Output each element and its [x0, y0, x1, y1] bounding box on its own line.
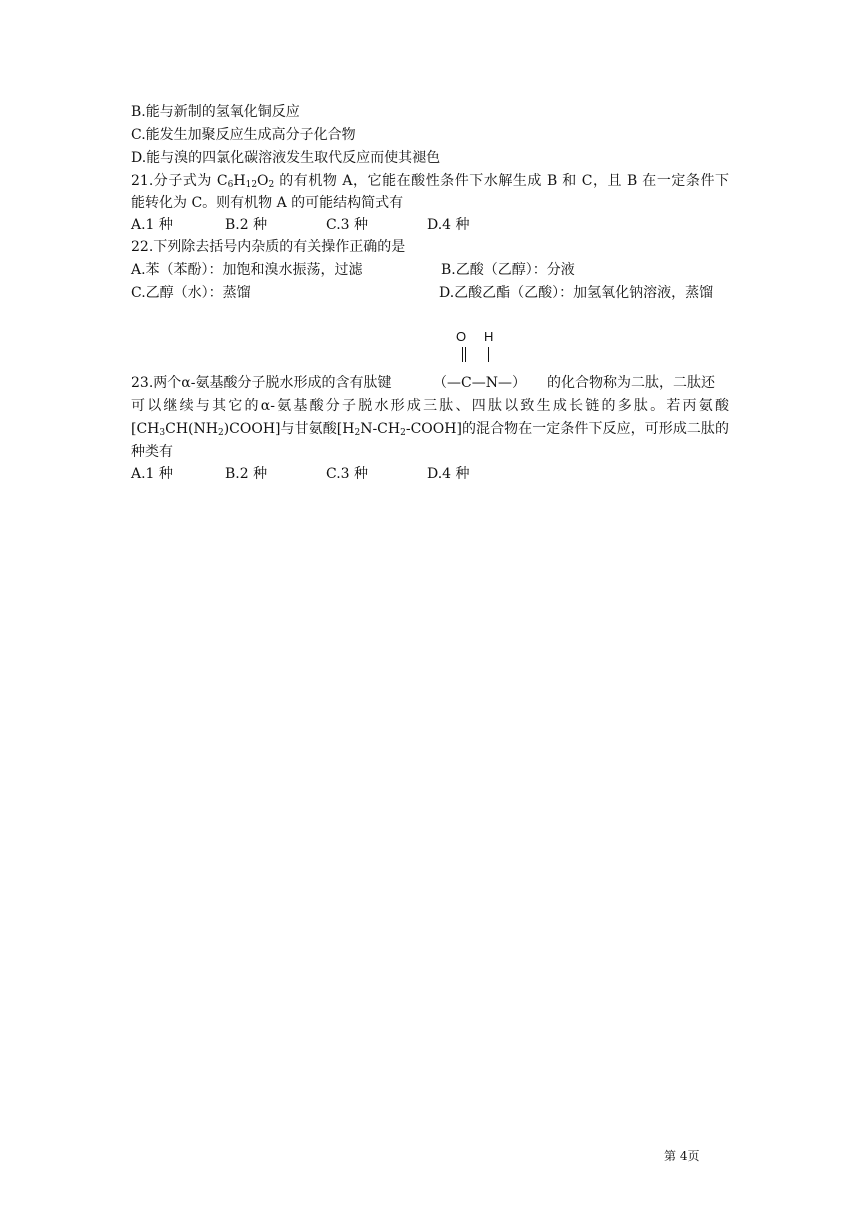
q23-stem-line1 — [0, 372, 860, 394]
q23-stem-line4: 种类有 — [131, 444, 173, 460]
q21-formula-o: O — [257, 173, 269, 189]
q22-option-d: D.乙酸乙酯（乙酸）：加氢氧化钠溶液，蒸馏 — [439, 285, 714, 301]
q21-option-c: C.3 种 — [326, 217, 369, 233]
subscript: 2 — [268, 180, 275, 190]
subscript: 2 — [354, 428, 361, 438]
double-bond-line-1 — [462, 347, 463, 362]
subscript: 2 — [400, 428, 406, 438]
peptide-bond-text: （—C—N—） — [433, 375, 526, 391]
formula-part: CH(NH — [165, 421, 218, 437]
subscript: 3 — [159, 428, 166, 438]
q20-option-b: B.能与新制的氢氧化铜反应 — [131, 104, 300, 120]
q23-option-c: C.3 种 — [326, 466, 369, 482]
single-bond-line — [488, 347, 489, 362]
subscript: 12 — [245, 180, 258, 190]
q23-option-b: B.2 种 — [225, 466, 268, 482]
q21-stem-text-rest: 的有机物 A，它能在酸性条件下水解生成 B 和 C，且 B 在一定条件下 — [274, 173, 729, 189]
formula-part: )COOH]与甘氨酸[H — [223, 421, 355, 437]
q22-option-a: A.苯（苯酚）：加饱和溴水振荡，过滤 — [131, 262, 363, 278]
q22-stem: 22.下列除去括号内杂质的有关操作正确的是 — [131, 239, 406, 255]
q20-option-c: C.能发生加聚反应生成高分子化合物 — [131, 127, 356, 143]
q21-formula-h: H — [233, 173, 246, 189]
q21-options — [0, 214, 860, 236]
page-number: 第 4页 — [664, 1149, 700, 1163]
q22-options-row2 — [0, 282, 860, 304]
q23-options — [0, 463, 860, 485]
structure-h-atom: H — [484, 329, 494, 344]
double-bond-line-2 — [465, 347, 466, 362]
subscript: 6 — [227, 180, 234, 190]
q21-stem-line1 — [131, 170, 729, 192]
q21-stem-text: 21.分子式为 C — [131, 173, 228, 189]
q23-stem-line2: 可以继续与其它的α-氨基酸分子脱水形成三肽、四肽以致生成长链的多肽。若丙氨酸 — [131, 398, 729, 414]
q22-option-c: C.乙醇（水）：蒸馏 — [131, 285, 251, 301]
q21-option-b: B.2 种 — [225, 217, 268, 233]
q21-option-d: D.4 种 — [427, 217, 470, 233]
formula-part: [CH — [131, 421, 160, 437]
formula-part: -COOH]的混合物在一定条件下反应，可形成二肽的 — [405, 421, 729, 437]
q23-stem-text-rest: 的化合物称为二肽，二肽还 — [547, 375, 715, 391]
q23-stem-line3 — [131, 418, 729, 440]
q23-option-a: A.1 种 — [131, 466, 173, 482]
q22-options-row1 — [0, 259, 860, 281]
q21-option-a: A.1 种 — [131, 217, 173, 233]
formula-part: N-CH — [360, 421, 401, 437]
subscript: 2 — [217, 428, 224, 438]
structure-o-atom: O — [456, 329, 467, 344]
q21-stem-line2: 能转化为 C。则有机物 A 的可能结构简式有 — [131, 195, 404, 211]
q22-option-b: B.乙酸（乙醇）：分液 — [441, 262, 575, 278]
q23-stem-text: 23.两个α-氨基酸分子脱水形成的含有肽键 — [131, 375, 392, 391]
q20-option-d: D.能与溴的四氯化碳溶液发生取代反应而使其褪色 — [131, 150, 441, 166]
q23-option-d: D.4 种 — [427, 466, 470, 482]
